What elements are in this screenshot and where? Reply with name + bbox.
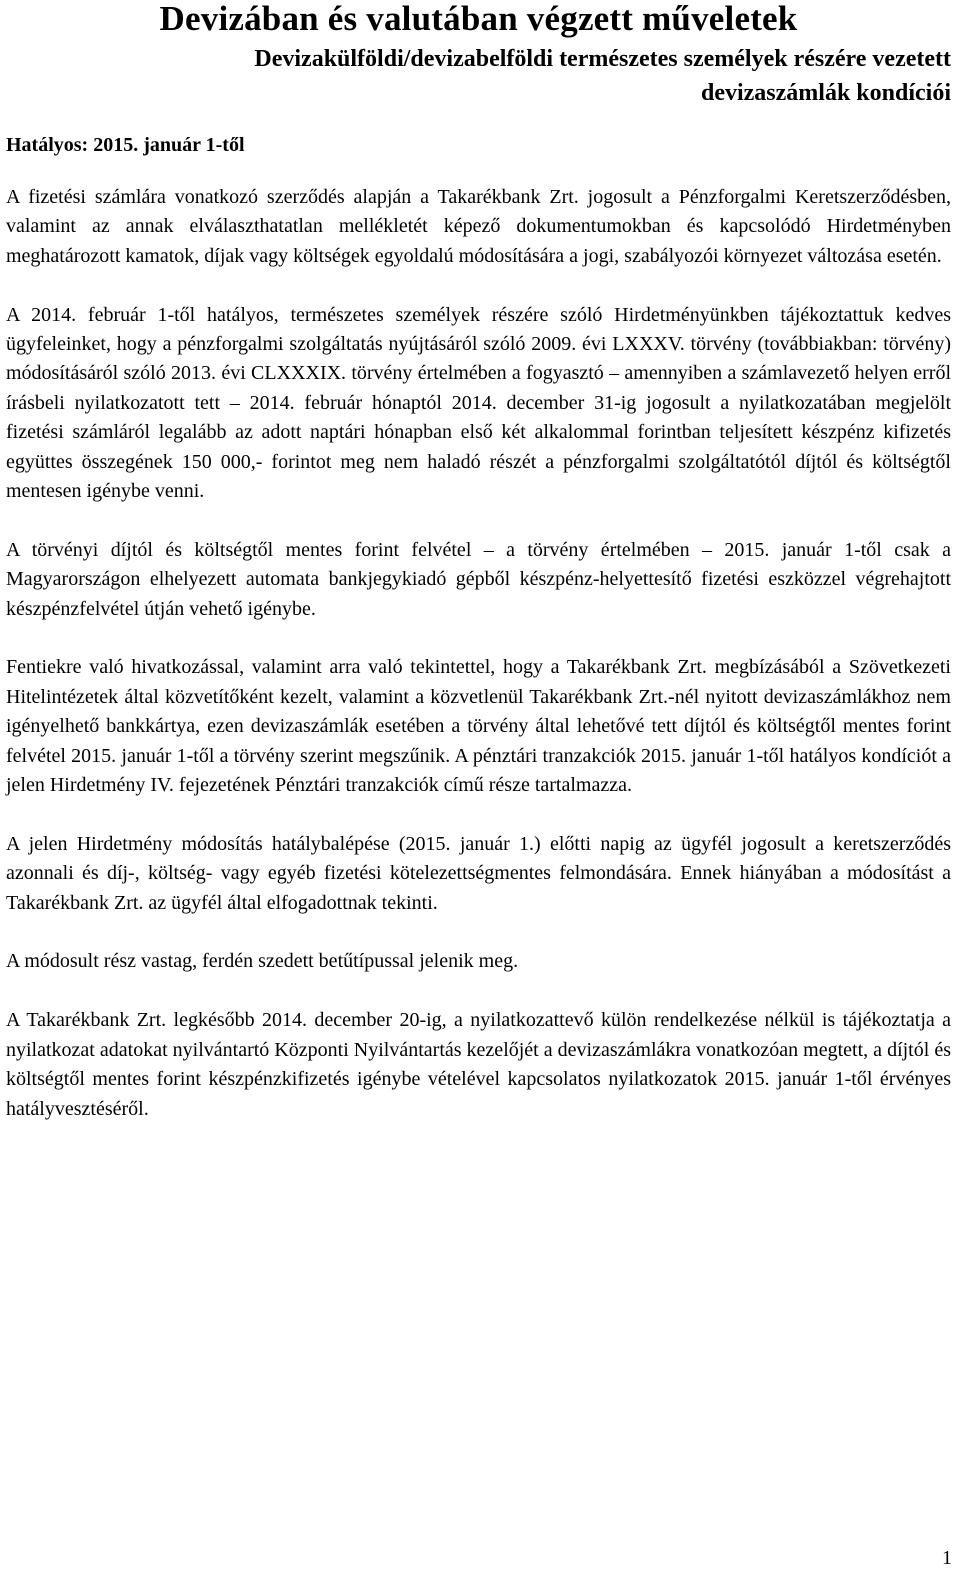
document-title: Devizában és valutában végzett műveletek [159,0,798,38]
paragraph-2: A 2014. február 1-től hatályos, természetes személyek részére szóló Hirdetményünkben tájékoztattuk kedves ügyfeleinket, hogy a pénzforgalmi szolgáltatás nyújtásáról szóló 2009. évi LXXXV. törvény (továbbiakban: törvény) módosításáról szóló 2013. évi CLXXXIX. törvény értelmében a fogyasztó – amennyiben a számlavezető helyen erről írásbeli nyilatkozatott tett – 2014. február hónaptól 2014. december 31-ig jogosult a nyilatkozatában megjelölt fizetési számláról legalább az adott naptári hónapban első két alkalommal forintban teljesített készpénz kifizetés együttes összegének 150 000,- forintot meg nem haladó részét a pénzforgalmi szolgáltatótól díjtól és költségtől mentesen igénybe venni. [6,303,951,503]
document-page [6,0,951,1124]
paragraph-6: A módosult rész vastag, ferdén szedett betűtípussal jelenik meg. [6,950,519,973]
paragraph-5: A jelen Hirdetmény módosítás hatálybalépése (2015. január 1.) előtti napig az ügyfél jogosult a keretszerződés azonnali és díj-, költség- vagy egyéb fizetési kötelezettségmentes felmondására. Ennek hiányában a módosítást a Takarékbank Zrt. az ügyfél által elfogadottnak tekinti. [6,832,951,914]
effective-date: Hatályos: 2015. január 1-től [6,134,245,156]
subtitle-line-1: Devizakülföldi/devizabelföldi természetes személyek részére vezetett [254,46,951,72]
document-subtitle [6,42,951,110]
subtitle-line-2: devizaszámlák kondíciói [700,80,951,106]
paragraph-1: A fizetési számlára vonatkozó szerződés alapján a Takarékbank Zrt. jogosult a Pénzforgalmi Keretszerződésben, valamint az annak elválaszthatatlan mellékletét képező dokumentumokban és kapcsolódó Hirdetményben meghatározott kamatok, díjak vagy költségek egyoldalú módosítására a jogi, szabályozói környezet változása esetén. [6,186,951,267]
page-number: 1 [942,1547,952,1569]
paragraph-4: Fentiekre való hivatkozással, valamint arra való tekintettel, hogy a Takarékbank Zrt. megbízásából a Szövetkezeti Hitelintézetek által közvetítőként kezelt, valamint a közvetlenül Takarékbank Zrt.-nél nyitott devizaszámlákhoz nem igényelhető bankkártya, ezen devizaszámlák esetében a törvény által lehetővé tett díjtól és költségtől mentes forint felvétel 2015. január 1-től a törvény szerint megszűnik. A pénztári tranzakciók 2015. január 1-től hatályos kondíciót a jelen Hirdetmény IV. fejezetének Pénztári tranzakciók című része tartalmazza. [6,656,951,797]
paragraph-3: A törvényi díjtól és költségtől mentes forint felvétel – a törvény értelmében – 2015. január 1-től csak a Magyarországon elhelyezett automata bankjegykiadó gépből készpénz-helyettesítő fizetési eszközzel végrehajtott készpénzfelvétel útján vehető igénybe. [6,538,951,620]
paragraph-7: A Takarékbank Zrt. legkésőbb 2014. december 20-ig, a nyilatkozattevő külön rendelkezése nélkül is tájékoztatja a nyilatkozat adatokat nyilvántartó Központi Nyilvántartás kezelőjét a devizaszámlákra vonatkozóan megtett, a díjtól és költségtől mentes forint készpénzkifizetés igénybe vételével kapcsolatos nyilatkozatok 2015. január 1-től érvényes hatályvesztéséről. [6,1009,951,1120]
